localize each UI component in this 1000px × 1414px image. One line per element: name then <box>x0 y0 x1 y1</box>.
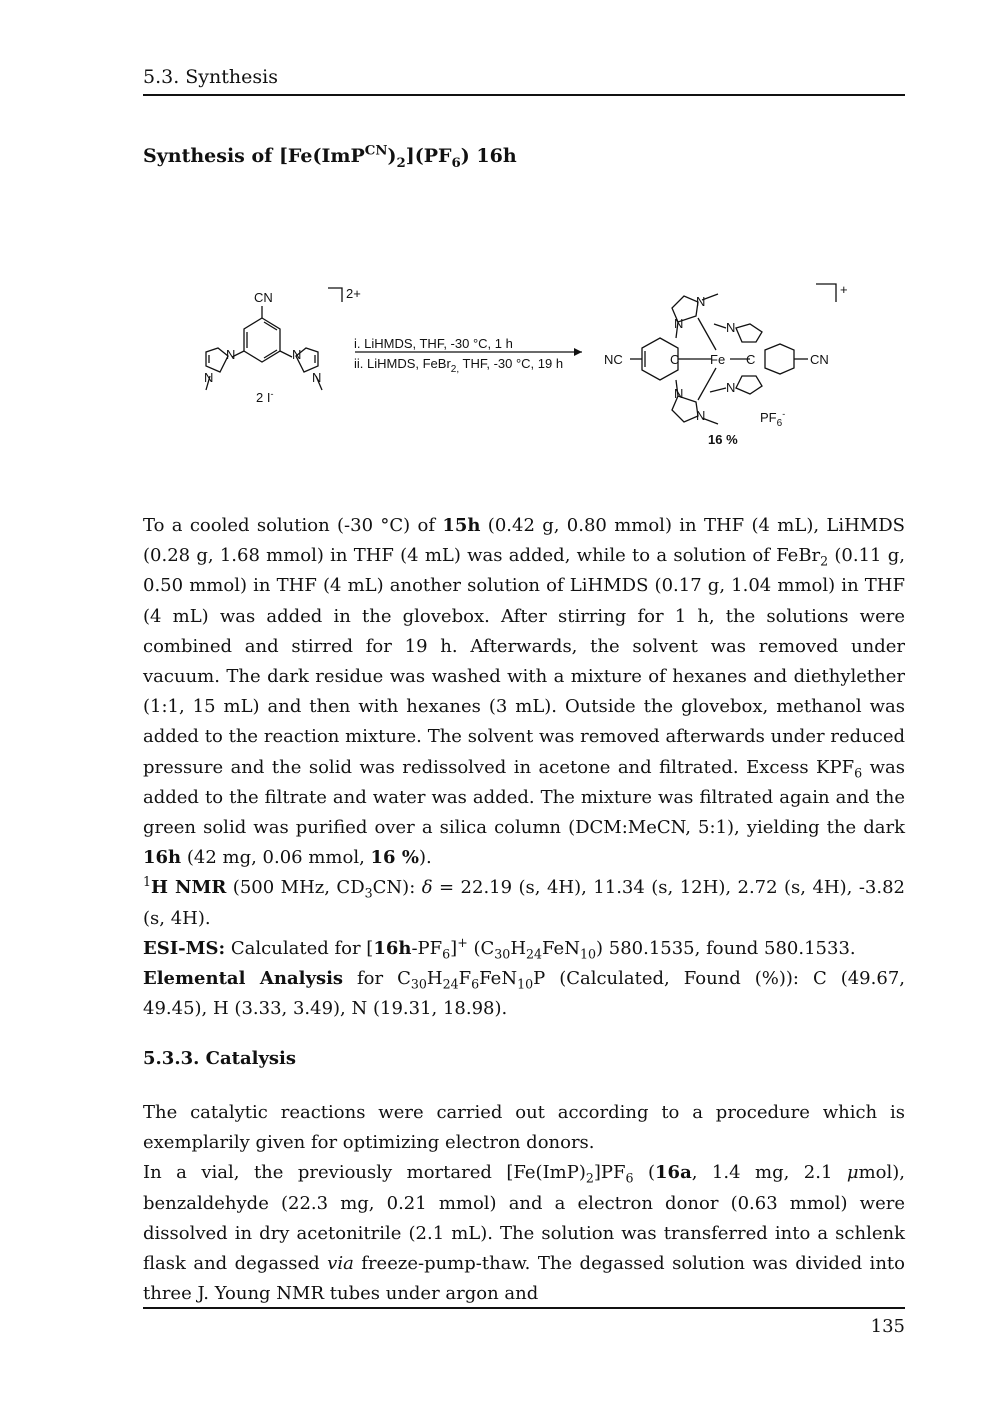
page-number: 135 <box>870 1316 905 1337</box>
product-counterion: $PF_6^-$ <box>760 409 786 429</box>
catalysis-intro: The catalytic reactions were carried out according to a procedure which is exemplarily given for optimizing electron donors. <box>143 1102 905 1154</box>
product-charge: + <box>840 282 848 297</box>
product-c-label: C <box>670 352 680 367</box>
footer-rule <box>143 1307 905 1309</box>
nmr-data: $^1$H NMR (500 MHz, $CD_3CN$): δ = 22.19 (s, 4H), 11.34 (s, 12H), 2.72 (s, 4H), -3.82 (s, 4H). <box>143 874 905 929</box>
svg-text:N: N <box>696 294 706 309</box>
svg-text:N: N <box>726 320 736 335</box>
header-rule <box>143 94 905 96</box>
product-c2-label: C <box>746 352 756 367</box>
catalysis-procedure: In a vial, the previously mortared $[Fe(ImP)_2]PF_6$ (16a, 1.4 mg, 2.1 μmol), benzaldehyde (22.3 mg, 0.21 mmol) and a electron donor (0.63 mmol) were dissolved in dry acetonitrile (2.1 mL). The solution was transferred into a schlenk flask and degassed via freeze-pump-thaw. The degassed solution was divided into three J. Young NMR tubes under argon and <box>143 1162 905 1305</box>
reactant-cn-label: CN <box>254 290 273 305</box>
esi-ms-data: ESI-MS: Calculated for $[16h-PF_6]^+$ $(C_{30}H_{24}FeN_{10})$ 580.1535, found 580.1533. <box>143 934 856 962</box>
running-header: 5.3. Synthesis <box>143 66 278 88</box>
svg-text:N: N <box>292 347 302 362</box>
reactant-charge: 2+ <box>346 286 361 301</box>
condition-1: i. LiHMDS, THF, -30 °C, 1 h <box>354 336 513 351</box>
product-fe-label: Fe <box>710 352 726 367</box>
reaction-scheme <box>190 280 860 455</box>
svg-text:N: N <box>696 408 706 423</box>
catalysis-text <box>143 1098 905 1309</box>
svg-text:N: N <box>204 370 214 385</box>
section-title: Synthesis of $[Fe(ImP^{CN})_2](PF_6)$ 16h <box>143 143 517 171</box>
procedure-text <box>143 511 905 1024</box>
product-nc-label: NC <box>604 352 623 367</box>
svg-text:N: N <box>312 370 322 385</box>
product-yield: 16 % <box>708 432 738 447</box>
reactant-counterion: 2 I- <box>256 389 274 405</box>
svg-text:N: N <box>674 386 684 401</box>
svg-text:N: N <box>674 316 684 331</box>
elemental-analysis-data: Elemental Analysis for $C_{30}H_{24}F_6FeN_{10}P$ (Calculated, Found (%)): C (49.67, 49.45), H (3.33, 3.49), N (19.31, 18.98). <box>143 968 905 1020</box>
procedure-paragraph: To a cooled solution (-30 °C) of 15h (0.42 g, 0.80 mmol) in THF (4 mL), LiHMDS (0.28 g, 1.68 mmol) in THF (4 mL) was added, while to a solution of FeBr$_2$ (0.11 g, 0.50 mmol) in THF (4 mL) another solution of LiHMDS (0.17 g, 1.04 mmol) in THF (4 mL) was added in the glovebox. After stirring for 1 h, the solutions were combined and stirred for 19 h. Afterwards, the solvent was removed under vacuum. The dark residue was washed with a mixture of hexanes and diethylether (1:1, 15 mL) and then with hexanes (3 mL). Outside the glovebox, methanol was added to the reaction mixture. The solvent was removed afterwards under reduced pressure and the solid was redissolved in acetone and filtrated. Excess $KPF_6$ was added to the filtrate and water was added. The mixture was filtrated again and the green solid was purified over a silica column (DCM:MeCN, 5:1), yielding the dark 16h (42 mg, 0.06 mmol, 16 %). <box>143 515 905 869</box>
product-cn-label: CN <box>810 352 829 367</box>
catalysis-heading: 5.3.3. Catalysis <box>143 1048 297 1069</box>
svg-text:N: N <box>226 347 236 362</box>
condition-2: ii. LiHMDS, FeBr$_{2,}$ THF, -30 °C, 19 h <box>354 356 564 375</box>
svg-text:N: N <box>726 380 736 395</box>
